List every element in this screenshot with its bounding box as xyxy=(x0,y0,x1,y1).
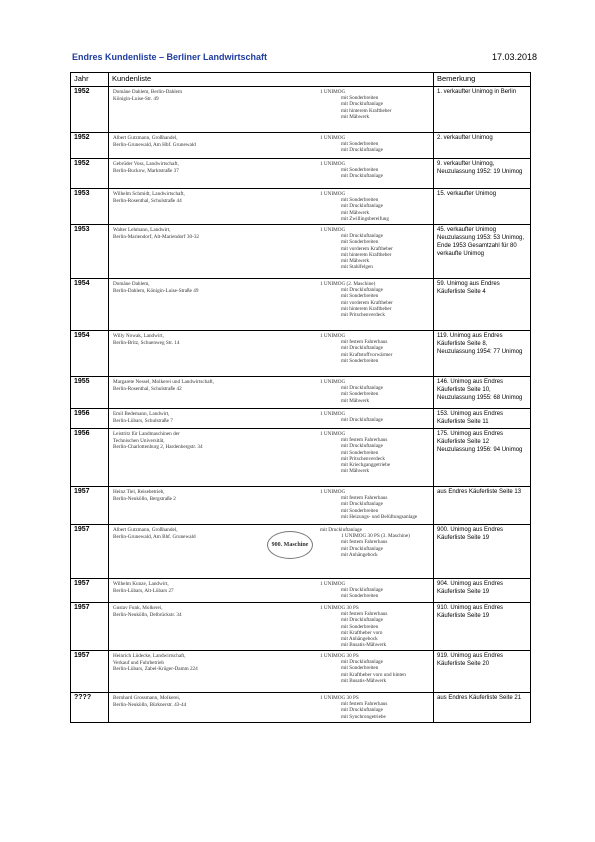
vehicle-spec-line: 1 UNIMOG (2. Maschine) xyxy=(320,281,376,287)
vehicle-spec-line: mit Druckluftanlage xyxy=(341,659,383,666)
customer-line: Berlin-Charlottenburg 2, Hardenbergstr. 34 xyxy=(113,444,203,450)
vehicle-spec-line: mit Busatis-Mähwerk xyxy=(341,642,387,649)
customer-line: Berlin-Rosenthal, Schulstraße 44 xyxy=(113,197,182,204)
row-year: 1954 xyxy=(71,331,109,377)
header-customer-list: Kundenliste xyxy=(109,73,434,87)
vehicle-spec-line: mit Druckluftanlage xyxy=(341,385,383,392)
vehicle-spec-line: mit Druckluftanlage xyxy=(341,345,383,352)
remark-line: 15. verkaufter Unimog xyxy=(437,191,497,197)
row-remark xyxy=(434,487,531,525)
remark-line: Käuferliste Seite 19 xyxy=(437,613,490,619)
vehicle-spec-line: mit Mähwerk xyxy=(341,258,370,265)
vehicle-spec-line: mit vorderem Kraftheber xyxy=(341,299,393,306)
vehicle-spec-line: mit Mähwerk xyxy=(341,209,370,216)
row-remark xyxy=(434,377,531,409)
vehicle-spec xyxy=(320,489,433,520)
vehicle-spec-line: mit Druckluftanlage xyxy=(341,147,383,154)
remark-line: Käuferliste Seite 19 xyxy=(437,535,490,541)
customer-address xyxy=(113,161,253,174)
remark-line: Käuferliste Seite 4 xyxy=(437,289,486,295)
customer-line: Heinz Tiel, Reisebetrieb, xyxy=(113,489,165,495)
vehicle-spec xyxy=(320,333,433,364)
row-remark xyxy=(434,579,531,603)
customer-line: Verkauf und Fuhrbetrieb xyxy=(113,659,164,666)
remark-line: 146. Unimog aus Endres xyxy=(437,379,504,385)
remark-line: Käuferliste Seite 12 xyxy=(437,439,490,445)
customer-line: Berlin-Buckow, Marktstraße 37 xyxy=(113,167,179,174)
row-year: 1955 xyxy=(71,377,109,409)
vehicle-spec-line: mit Pritschenverdeck xyxy=(341,312,385,319)
customer-line: Gebrüder Voss, Landwirtschaft, xyxy=(113,161,179,167)
vehicle-spec-line: mit festem Fahrerhaus xyxy=(341,539,388,546)
remark-line: Neuzulassung 1955: 68 Unimog xyxy=(437,395,523,401)
customer-line: Willy Nowak, Landwirt, xyxy=(113,333,164,339)
vehicle-spec-line: mit Anhängebock xyxy=(341,551,378,558)
customer-line: Berlin-Mariendorf, Alt-Mariendorf 30-32 xyxy=(113,233,200,240)
row-year: 1957 xyxy=(71,487,109,525)
vehicle-spec xyxy=(320,411,433,424)
customer-address xyxy=(113,489,253,502)
remark-line: aus Endres Käuferliste Seite 13 xyxy=(437,489,522,495)
table-row xyxy=(71,159,531,189)
remark-line: aus Endres Käuferliste Seite 21 xyxy=(437,695,522,701)
row-scan-excerpt xyxy=(109,225,434,279)
remark-line: Neuzulassung 1952: 19 Unimog xyxy=(437,169,523,175)
customer-address xyxy=(113,411,253,424)
vehicle-spec-line: mit Druckluftanlage xyxy=(341,443,383,450)
row-remark xyxy=(434,651,531,693)
table-row xyxy=(71,133,531,159)
vehicle-spec-line: 1 UNIMOG 30 PS (3. Maschine) xyxy=(341,533,410,540)
vehicle-spec-line: 1 UNIMOG 30 PS xyxy=(320,653,359,659)
customer-line: Königin-Luise-Str. 49 xyxy=(113,95,159,102)
customer-line: Technischen Universität, xyxy=(113,437,165,444)
remark-line: 919. Unimog aus Endres xyxy=(437,653,504,659)
vehicle-spec-line: mit Synchrongetriebe xyxy=(341,713,386,720)
customer-address xyxy=(113,191,253,204)
vehicle-spec-line: 1 UNIMOG xyxy=(320,431,346,437)
customer-table xyxy=(70,72,531,723)
vehicle-spec-line: 1 UNIMOG xyxy=(320,135,346,141)
vehicle-spec-line: 1 UNIMOG 30 PS xyxy=(320,605,359,611)
table-row xyxy=(71,603,531,651)
row-remark xyxy=(434,225,531,279)
remark-line: Neuzulassung 1953: 53 Unimog, xyxy=(437,235,525,241)
vehicle-spec xyxy=(320,695,433,720)
vehicle-spec-line: mit Druckluftanlage xyxy=(341,287,383,294)
customer-line: Berlin-Neukölln, Bergstraße 2 xyxy=(113,495,176,502)
row-remark xyxy=(434,693,531,723)
vehicle-spec-line: mit Druckluftanlage xyxy=(341,545,383,552)
vehicle-spec-line: mit Pritschenverdeck xyxy=(341,455,385,462)
vehicle-spec-line: mit Sonderbreiten xyxy=(341,665,379,672)
vehicle-spec-line: mit Druckluftanlage xyxy=(320,527,362,533)
vehicle-spec-line: mit hinterem Kraftheber xyxy=(341,107,392,114)
row-year: 1956 xyxy=(71,429,109,487)
row-scan-excerpt xyxy=(109,189,434,225)
row-scan-excerpt xyxy=(109,429,434,487)
header-remark: Bemerkung xyxy=(434,73,531,87)
remark-line: Käuferliste Seite 8, xyxy=(437,341,488,347)
row-year: 1954 xyxy=(71,279,109,331)
vehicle-spec-line: mit Druckluftanlage xyxy=(341,617,383,624)
vehicle-spec-line: mit Sonderbreiten xyxy=(341,391,379,398)
row-remark xyxy=(434,525,531,579)
vehicle-spec-line: 1 UNIMOG xyxy=(320,161,346,167)
vehicle-spec-line: mit Busatis-Mähwerk xyxy=(341,677,387,684)
vehicle-spec-line: mit Druckluftanlage xyxy=(341,101,383,108)
vehicle-spec-line: mit Druckluftanlage xyxy=(341,707,383,714)
customer-line: Gustav Funk, Molkerei, xyxy=(113,605,163,611)
document-date: 17.03.2018 xyxy=(492,52,538,62)
customer-address xyxy=(113,653,253,673)
vehicle-spec-line: mit Sonderbreiten xyxy=(341,141,379,148)
row-scan-excerpt xyxy=(109,487,434,525)
table-row xyxy=(71,651,531,693)
customer-address xyxy=(113,135,253,148)
row-scan-excerpt xyxy=(109,409,434,429)
remark-line: 1. verkaufter Unimog in Berlin xyxy=(437,89,517,95)
customer-line: Berlin-Lübars, Schulstraße 7 xyxy=(113,417,173,424)
vehicle-spec-line: mit Druckluftanlage xyxy=(341,417,383,424)
vehicle-spec-line: mit Sonderbreiten xyxy=(341,239,379,246)
row-remark xyxy=(434,603,531,651)
remark-line: Ende 1953 Gesamtzahl für 80 xyxy=(437,243,517,249)
customer-line: Albert Gutzmann, Großhandel, xyxy=(113,135,178,141)
remark-line: 119. Unimog aus Endres xyxy=(437,333,503,339)
vehicle-spec xyxy=(320,281,433,319)
remark-line: Neuzulassung 1956: 94 Unimog xyxy=(437,447,523,453)
row-remark xyxy=(434,429,531,487)
row-scan-excerpt xyxy=(109,651,434,693)
vehicle-spec-line: mit festem Fahrerhaus xyxy=(341,339,388,346)
customer-address xyxy=(113,431,253,451)
table-row xyxy=(71,693,531,723)
vehicle-spec-line: mit Kraftstoffvorwärmer xyxy=(341,351,393,358)
remark-line: 153. Unimog aus Endres xyxy=(437,411,504,417)
table-row xyxy=(71,225,531,279)
vehicle-spec-line: mit Sonderbreiten xyxy=(341,623,379,630)
customer-line: Berlin-Dahlem, Königin-Luise-Straße 49 xyxy=(113,287,199,294)
customer-line: Wilhelm Schmidt, Landwirtschaft, xyxy=(113,191,185,197)
customer-line: Margarete Nessel, Molkerei und Landwirtschaft, xyxy=(113,379,215,385)
row-year: 1957 xyxy=(71,579,109,603)
vehicle-spec-line: mit Anhängebock xyxy=(341,636,378,643)
remark-line: 910. Unimog aus Endres xyxy=(437,605,504,611)
row-scan-excerpt xyxy=(109,159,434,189)
remark-line: Käuferliste Seite 10, xyxy=(437,387,491,393)
vehicle-spec xyxy=(320,227,433,271)
customer-address xyxy=(113,227,253,240)
vehicle-spec-line: 1 UNIMOG xyxy=(320,191,346,197)
vehicle-spec-line: 1 UNIMOG xyxy=(320,89,346,95)
row-scan-excerpt xyxy=(109,579,434,603)
customer-line: Berlin-Neukölln, Delbrückstr. 34 xyxy=(113,611,182,618)
vehicle-spec-line: mit Sonderbreiten xyxy=(341,449,379,456)
customer-address xyxy=(113,581,253,594)
table-row xyxy=(71,279,531,331)
remark-line: Käuferliste Seite 19 xyxy=(437,589,490,595)
vehicle-spec xyxy=(320,581,433,600)
customer-address xyxy=(113,605,253,618)
remark-line: 45. verkaufter Unimog xyxy=(437,227,497,233)
vehicle-spec-line: mit festem Fahrerhaus xyxy=(341,495,388,502)
vehicle-spec-line: mit Sonderbreiten xyxy=(341,167,379,174)
row-scan-excerpt xyxy=(109,525,434,579)
remark-line: 175. Unimog aus Endres xyxy=(437,431,504,437)
row-remark xyxy=(434,279,531,331)
row-remark xyxy=(434,87,531,133)
remark-line: Neuzulassung 1954: 77 Unimog xyxy=(437,349,523,355)
vehicle-spec-line: mit festem Fahrerhaus xyxy=(341,611,388,618)
customer-line: Emil Bedemann, Landwirt, xyxy=(113,411,170,417)
row-year: 1956 xyxy=(71,409,109,429)
vehicle-spec-line: mit Druckluftanlage xyxy=(341,203,383,210)
vehicle-spec-line: mit Zwillingsbereifung xyxy=(341,215,389,222)
document-title: Endres Kundenliste – Berliner Landwirtschaft xyxy=(72,52,268,62)
vehicle-spec xyxy=(320,89,433,120)
vehicle-spec-line: mit Mähwerk xyxy=(341,397,370,404)
customer-line: Heinrich Lüdecke, Landwirtschaft, xyxy=(113,653,186,659)
row-year: 1957 xyxy=(71,651,109,693)
remark-line: Käuferliste Seite 11 xyxy=(437,419,489,425)
table-row xyxy=(71,331,531,377)
row-scan-excerpt xyxy=(109,133,434,159)
table-row xyxy=(71,377,531,409)
vehicle-spec-line: mit Kriechganggetriebe xyxy=(341,462,391,469)
vehicle-spec-line: mit Mähwerk xyxy=(341,468,370,475)
table-row xyxy=(71,429,531,487)
vehicle-spec xyxy=(320,135,433,154)
row-remark xyxy=(434,133,531,159)
row-year: 1952 xyxy=(71,87,109,133)
vehicle-spec xyxy=(320,379,433,404)
laurel-seal-icon: 900. Maschine xyxy=(267,531,313,559)
vehicle-spec xyxy=(320,191,433,222)
vehicle-spec-line: mit Kraftheber vorn xyxy=(341,629,383,636)
vehicle-spec-line: 1 UNIMOG xyxy=(320,411,346,417)
vehicle-spec-line: mit Druckluftanlage xyxy=(341,501,383,508)
vehicle-spec-line: 1 UNIMOG 30 PS xyxy=(320,695,359,701)
row-remark xyxy=(434,159,531,189)
customer-line: Berlin-Britz, Schuenweg Str. 14 xyxy=(113,339,180,346)
vehicle-spec xyxy=(320,527,433,558)
table-row xyxy=(71,487,531,525)
vehicle-spec-line: 1 UNIMOG xyxy=(320,333,346,339)
row-scan-excerpt xyxy=(109,279,434,331)
remark-line: 59. Unimog aus Endres xyxy=(437,281,500,287)
customer-line: Walter Lehmann, Landwirt, xyxy=(113,227,171,233)
customer-line: Berlin-Lübars, Zabel-Krüger-Damm 224 xyxy=(113,666,198,672)
table-row xyxy=(71,579,531,603)
vehicle-spec-line: mit Sonderbreiten xyxy=(341,507,379,514)
table-row xyxy=(71,525,531,579)
vehicle-spec-line: mit Druckluftanlage xyxy=(341,587,383,594)
vehicle-spec-line: mit Druckluftanlage xyxy=(341,233,383,240)
vehicle-spec-line: mit vorderem Kraftheber xyxy=(341,245,393,252)
row-year: 1957 xyxy=(71,603,109,651)
vehicle-spec-line: mit Sonderbreiten xyxy=(341,197,379,204)
vehicle-spec-line: mit Sonderbreiten xyxy=(341,293,379,300)
vehicle-spec-line: mit hinterem Kraftheber xyxy=(341,251,392,258)
customer-line: Wilhelm Kunze, Landwirt, xyxy=(113,581,169,587)
row-scan-excerpt xyxy=(109,331,434,377)
customer-line: Berlin-Rosenthal, Schulstraße 42 xyxy=(113,385,182,392)
customer-line: Berlin-Lübars, Alt-Lübars 27 xyxy=(113,587,174,594)
row-year: 1953 xyxy=(71,225,109,279)
vehicle-spec-line: mit Druckluftanlage xyxy=(341,173,383,180)
customer-address xyxy=(113,695,253,708)
customer-line: Domäne Dahlem, xyxy=(113,281,150,287)
customer-address xyxy=(113,527,253,540)
remark-line: Käuferliste Seite 20 xyxy=(437,661,490,667)
customer-line: Albert Gutzmann, Großhandel, xyxy=(113,527,178,533)
customer-address xyxy=(113,281,253,294)
customer-line: Domäne Dahlem, Berlin-Dahlem xyxy=(113,89,183,95)
remark-line: 2. verkaufter Unimog xyxy=(437,135,493,141)
customer-address xyxy=(113,333,253,346)
row-year: 1952 xyxy=(71,133,109,159)
row-remark xyxy=(434,189,531,225)
row-year: 1957 xyxy=(71,525,109,579)
header-year: Jahr xyxy=(71,73,109,87)
vehicle-spec-line: mit Stahlfelgen xyxy=(341,264,373,271)
vehicle-spec-line: mit hinterem Kraftheber xyxy=(341,305,392,312)
remark-line: 9. verkaufter Unimog, xyxy=(437,161,495,167)
row-scan-excerpt xyxy=(109,377,434,409)
vehicle-spec-line: mit Mähwerk xyxy=(341,113,370,120)
vehicle-spec-line: 1 UNIMOG xyxy=(320,489,346,495)
row-scan-excerpt xyxy=(109,87,434,133)
table-row xyxy=(71,87,531,133)
row-year: ???? xyxy=(71,693,109,723)
vehicle-spec-line: mit Heizungs- und Belüftungsanlage xyxy=(341,513,418,520)
vehicle-spec-line: 1 UNIMOG xyxy=(320,581,346,587)
vehicle-spec-line: mit Sonderbreiten xyxy=(341,95,379,102)
row-year: 1953 xyxy=(71,189,109,225)
customer-line: Bernhard Grossmann, Molkerei, xyxy=(113,695,181,701)
customer-address xyxy=(113,379,253,392)
vehicle-spec-line: mit festem Fahrerhaus xyxy=(341,701,388,708)
row-remark xyxy=(434,409,531,429)
customer-line: Berlin-Grunewald, Am Hbf. Grunewald xyxy=(113,141,196,148)
vehicle-spec xyxy=(320,161,433,180)
vehicle-spec xyxy=(320,431,433,475)
vehicle-spec xyxy=(320,653,433,684)
vehicle-spec-line: 1 UNIMOG xyxy=(320,227,346,233)
customer-line: Berlin-Neukölln, Bürknerstr. 43-44 xyxy=(113,701,187,708)
row-remark xyxy=(434,331,531,377)
row-scan-excerpt xyxy=(109,693,434,723)
vehicle-spec xyxy=(320,605,433,649)
table-row xyxy=(71,409,531,429)
customer-address xyxy=(113,89,253,102)
customer-line: Leistritz für Landmaschinen der xyxy=(113,431,180,437)
row-year: 1952 xyxy=(71,159,109,189)
vehicle-spec-line: mit festem Fahrerhaus xyxy=(341,437,388,444)
remark-line: verkaufte Unimog xyxy=(437,251,485,257)
row-scan-excerpt xyxy=(109,603,434,651)
table-header-row xyxy=(71,73,531,87)
remark-line: 904. Unimog aus Endres xyxy=(437,581,504,587)
table-body xyxy=(71,87,531,723)
remark-line: 900. Unimog aus Endres xyxy=(437,527,504,533)
table-row xyxy=(71,189,531,225)
vehicle-spec-line: mit Sonderbreiten xyxy=(341,593,379,600)
customer-line: Berlin-Grunewald, Am Bhf. Grunewald xyxy=(113,533,196,540)
vehicle-spec-line: 1 UNIMOG xyxy=(320,379,346,385)
vehicle-spec-line: mit Kraftheber vorn und hinten xyxy=(341,671,406,678)
vehicle-spec-line: mit Sonderbreiten xyxy=(341,357,379,364)
